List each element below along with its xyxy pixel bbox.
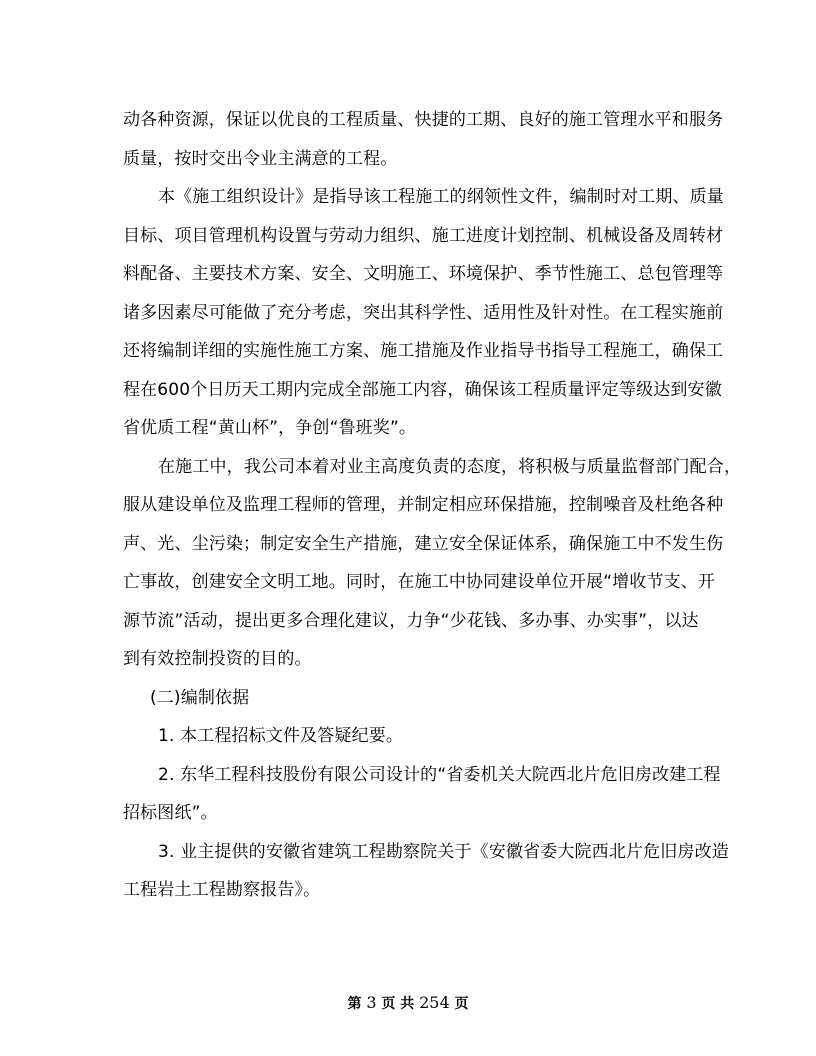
- paragraph-line: 源节流”活动，提出更多合理化建议，力争“少花钱、多办事、办实事”，以达: [123, 610, 699, 631]
- paragraph-line: 声、光、尘污染；制定安全生产措施，建立安全保证体系，确保施工中不发生伤: [123, 533, 724, 554]
- list-item: 1. 本工程招标文件及答疑纪要。: [158, 726, 404, 746]
- paragraph-line: 诸多因素尽可能做了充分考虑，突出其科学性、适用性及针对性。在工程实施前: [123, 302, 724, 323]
- paragraph-line: 料配备、主要技术方案、安全、文明施工、环境保护、季节性施工、总包管理等: [123, 264, 724, 284]
- document-body: [123, 101, 742, 910]
- footer-middle: 页 共: [381, 996, 415, 1012]
- paragraph-line: 目标、项目管理机构设置与劳动力组织、施工进度计划控制、机械设备及周转材: [123, 225, 724, 246]
- footer-suffix: 页: [454, 996, 469, 1012]
- paragraph-line: 本《施工组织设计》是指导该工程施工的纲领性文件，编制时对工期、质量: [158, 187, 724, 207]
- paragraph-line: 在施工中，我公司本着对业主高度负责的态度，将积极与质量监督部门配合，: [158, 456, 742, 477]
- paragraph-line: 省优质工程“黄山杯”，争创“鲁班奖”。: [123, 418, 417, 438]
- paragraph-line: 到有效控制投资的目的。: [123, 649, 312, 669]
- page-footer: [0, 993, 816, 1013]
- list-item: 3. 业主提供的安徽省建筑工程勘察院关于《安徽省委大院西北片危旧房改造: [158, 841, 729, 862]
- current-page-number: 3: [366, 993, 377, 1012]
- paragraph-line: 还将编制详细的实施性施工方案、施工措施及作业指导书指导工程施工，确保工: [123, 341, 724, 361]
- paragraph-line: 服从建设单位及监理工程师的管理，并制定相应环保措施，控制噪音及杜绝各种: [123, 495, 724, 515]
- section-heading: (二)编制依据: [150, 687, 250, 708]
- paragraph-line: 程在600个日历天工期内完成全部施工内容，确保该工程质量评定等级达到安徽: [123, 379, 722, 400]
- list-item-continuation: 工程岩土工程勘察报告》。: [123, 880, 321, 900]
- list-item: 2. 东华工程科技股份有限公司设计的“省委机关大院西北片危旧房改建工程: [158, 764, 721, 785]
- paragraph-line: 亡事故，创建安全文明工地。同时，在施工中协同建设单位开展“增收节支、开: [123, 572, 716, 592]
- list-item-continuation: 招标图纸”。: [123, 803, 218, 823]
- total-page-count: 254: [419, 993, 450, 1012]
- footer-prefix: 第: [347, 996, 362, 1012]
- paragraph-line: 动各种资源，保证以优良的工程质量、快捷的工期、良好的施工管理水平和服务: [123, 110, 724, 130]
- paragraph-line: 质量，按时交出令业主满意的工程。: [123, 148, 398, 169]
